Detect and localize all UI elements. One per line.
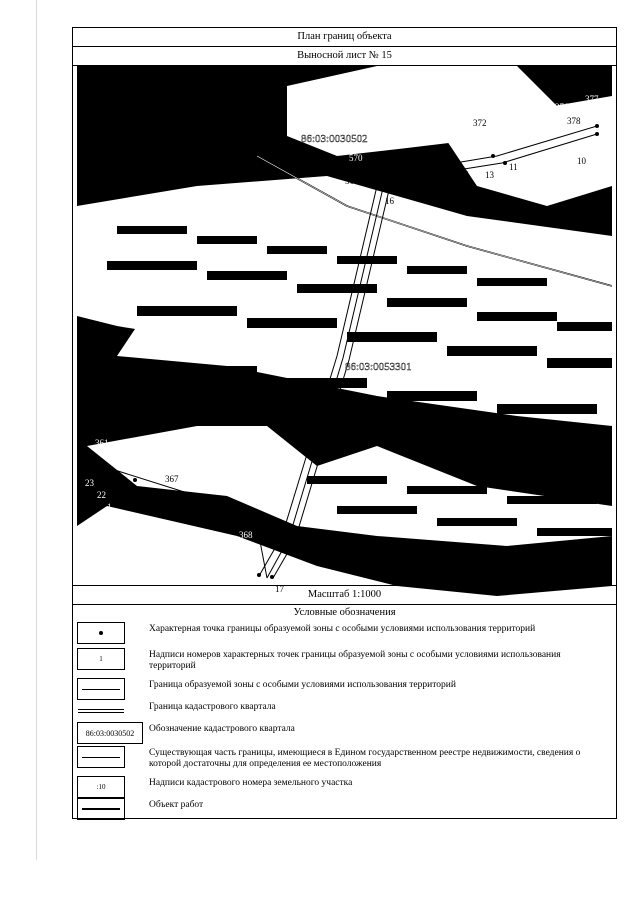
map-view[interactable] (77, 66, 612, 614)
point-label: 362 (119, 442, 133, 452)
legend-title: Условные обозначения (293, 607, 396, 618)
point-label: 372 (473, 118, 487, 128)
point-label: 373 (547, 124, 561, 134)
quarter-label-symbol: 86:03:0030502 (77, 722, 143, 744)
point-label: 368 (239, 530, 253, 540)
point-label: 365 (129, 454, 143, 464)
point-label: 17 (275, 584, 284, 594)
point-label: 367 (165, 474, 179, 484)
point-label: 11 (509, 162, 518, 172)
legend-text: Надписи номеров характерных точек границы образуемой зоны с особыми условиями использования территорий (149, 650, 561, 671)
point-label: 10 (577, 156, 586, 166)
legend-text: Граница образуемой зоны с особыми условиями использования территорий (149, 680, 456, 690)
point-label: 378 (567, 116, 581, 126)
zone-line-icon (82, 689, 120, 690)
point-label: 366 (149, 462, 163, 472)
parcel-label: 4295 (149, 526, 167, 536)
quarter-label: 86:03:0053301 (345, 361, 412, 373)
legend-item (77, 722, 612, 746)
legend-item (77, 746, 612, 774)
quarter-line-icon (78, 709, 124, 713)
legend-item (77, 700, 612, 724)
point-label: 13 (485, 170, 494, 180)
legend-item (77, 798, 612, 822)
parcel-number-symbol: :10 (77, 776, 125, 798)
legend-item (77, 776, 612, 800)
point-label: 22 (97, 490, 106, 500)
point-label: 1 (107, 502, 112, 512)
zone-line-symbol (77, 678, 125, 700)
point-label: 16 (385, 196, 394, 206)
legend-item (77, 622, 612, 646)
point-label: 376 (555, 102, 569, 112)
legend-text: Объект работ (149, 800, 204, 810)
point-label: 14 (460, 170, 469, 180)
point-label: 377 (585, 94, 599, 104)
legend-text: Существующая часть границы, имеющиеся в Едином государственном реестре недвижимости, сведения о которой достаточны для определения ее местоположения (149, 748, 581, 769)
map-svg (77, 66, 612, 614)
point-label: 9 (597, 142, 602, 152)
point-label: 18 (249, 580, 258, 590)
legend-item (77, 648, 612, 676)
point-label: 560 (345, 176, 359, 186)
sheet-number: Выносной лист № 15 (73, 47, 616, 66)
point-label: 361 (95, 438, 109, 448)
point-label: 8 (607, 126, 612, 136)
object-line-symbol (77, 798, 125, 820)
scan-edge-mark (36, 0, 37, 860)
object-line-icon (82, 808, 120, 810)
point-label: 12 (393, 174, 402, 184)
quarter-label: 86:03:0030502 (301, 133, 368, 145)
existing-line-symbol (77, 746, 125, 768)
number-symbol: 1 (77, 648, 125, 670)
plan-sheet (72, 27, 617, 819)
legend-text: Обозначение кадастрового квартала (149, 724, 295, 734)
point-label: 23 (85, 478, 94, 488)
existing-line-icon (82, 757, 120, 758)
scale-label: Масштаб 1:1000 (73, 585, 616, 605)
plan-title: План границ объекта (73, 28, 616, 47)
point-label: 371 (445, 128, 459, 138)
legend-text: Надписи кадастрового номера земельного участка (149, 778, 353, 788)
legend-item (77, 678, 612, 702)
quarter-line-symbol (77, 700, 125, 722)
point-label: 374 (507, 124, 521, 134)
point-symbol (77, 622, 125, 644)
parcel-label: 570 (349, 153, 363, 163)
legend-text: Граница кадастрового квартала (149, 702, 276, 712)
legend-text: Характерная точка границы образуемой зоны с особыми условиями использования территорий (149, 624, 536, 634)
point-dot-icon (99, 631, 103, 635)
